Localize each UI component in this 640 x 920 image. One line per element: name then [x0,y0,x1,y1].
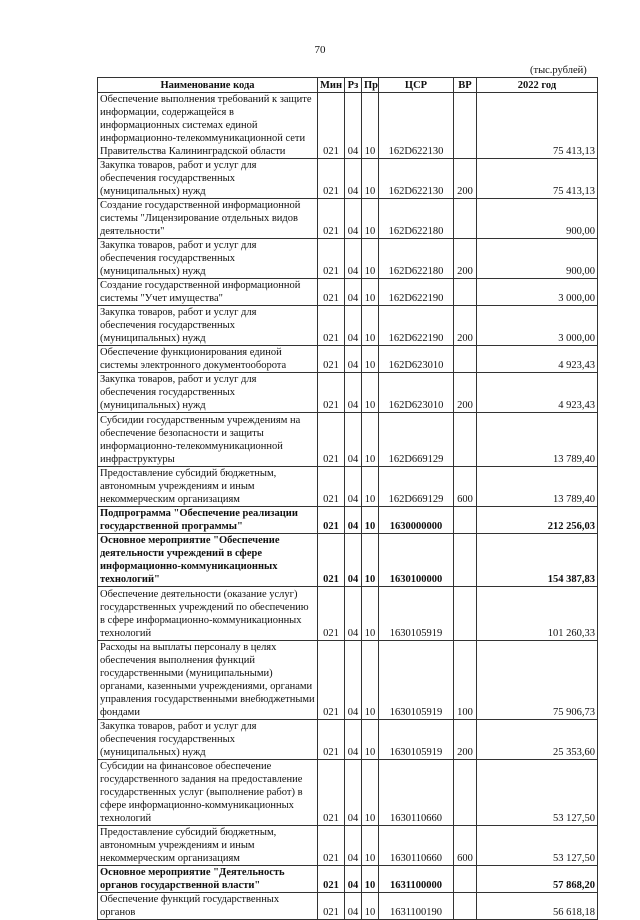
row-rz: 04 [345,239,362,279]
row-pr: 10 [362,534,379,587]
row-amount: 25 353,60 [477,720,598,760]
row-name: Предоставление субсидий бюджетным, автономным учреждениям и иным некоммерческим организациям [98,467,318,507]
row-vr: 200 [454,373,477,413]
row-rz: 04 [345,587,362,641]
table-row [98,159,598,199]
row-csr: 162D669129 [379,413,454,467]
row-vr: 200 [454,239,477,279]
row-vr [454,413,477,467]
header-rz: Рз [345,78,362,93]
row-rz: 04 [345,507,362,534]
row-min: 021 [318,641,345,720]
row-min: 021 [318,413,345,467]
table-row [98,93,598,159]
row-csr: 1630110660 [379,826,454,866]
row-csr: 162D623010 [379,346,454,373]
row-amount: 53 127,50 [477,760,598,826]
table-row [98,413,598,467]
table-header-row [98,78,598,93]
row-name: Закупка товаров, работ и услуг для обеспечения государственных (муниципальных) нужд [98,720,318,760]
row-pr: 10 [362,159,379,199]
row-csr: 162D622190 [379,306,454,346]
row-csr: 162D623010 [379,373,454,413]
header-csr: ЦСР [379,78,454,93]
table-row [98,373,598,413]
budget-table [97,77,598,920]
row-pr: 10 [362,346,379,373]
row-vr [454,279,477,306]
row-pr: 10 [362,93,379,159]
table-row [98,467,598,507]
units-label: (тыс.рублей) [530,65,587,76]
row-csr: 1631100190 [379,893,454,920]
header-min: Мин [318,78,345,93]
header-pr: Пр [362,78,379,93]
row-amount: 13 789,40 [477,413,598,467]
row-name: Обеспечение деятельности (оказание услуг) государственных учреждений по обеспечению в сфере информационно-коммуникационных технологий [98,587,318,641]
row-vr [454,199,477,239]
row-pr: 10 [362,866,379,893]
header-year: 2022 год [477,78,598,93]
row-name: Создание государственной информационной системы "Лицензирование отдельных видов деятельности" [98,199,318,239]
row-vr [454,346,477,373]
row-rz: 04 [345,893,362,920]
row-name: Обеспечение выполнения требований к защите информации, содержащейся в информационных системах единой информационно-телекоммуникационной сети Правительства Калининградской области [98,93,318,159]
table-row [98,720,598,760]
row-rz: 04 [345,159,362,199]
table-row [98,239,598,279]
row-name: Подпрограмма "Обеспечение реализации государственной программы" [98,507,318,534]
row-csr: 1630105919 [379,641,454,720]
row-rz: 04 [345,413,362,467]
table-row [98,306,598,346]
row-amount: 57 868,20 [477,866,598,893]
row-vr [454,760,477,826]
row-vr [454,507,477,534]
page-number: 70 [314,44,326,56]
table-row [98,346,598,373]
row-min: 021 [318,720,345,760]
row-amount: 75 413,13 [477,93,598,159]
row-amount: 900,00 [477,199,598,239]
row-csr: 162D622180 [379,199,454,239]
row-pr: 10 [362,239,379,279]
table-row [98,641,598,720]
row-vr [454,587,477,641]
row-pr: 10 [362,507,379,534]
row-rz: 04 [345,866,362,893]
row-min: 021 [318,587,345,641]
row-rz: 04 [345,346,362,373]
row-min: 021 [318,279,345,306]
row-amount: 900,00 [477,239,598,279]
row-pr: 10 [362,306,379,346]
header-vr: ВР [454,78,477,93]
header-name: Наименование кода [98,78,318,93]
row-csr: 1630000000 [379,507,454,534]
row-amount: 154 387,83 [477,534,598,587]
row-rz: 04 [345,826,362,866]
table-row [98,534,598,587]
row-csr: 1630110660 [379,760,454,826]
row-csr: 162D669129 [379,467,454,507]
row-min: 021 [318,467,345,507]
row-pr: 10 [362,413,379,467]
row-pr: 10 [362,373,379,413]
row-amount: 56 618,18 [477,893,598,920]
row-name: Расходы на выплаты персоналу в целях обеспечения выполнения функций государственными (муниципальными) органами, казенными учреждениями, органами управления государственными внебюджетными фондами [98,641,318,720]
row-min: 021 [318,826,345,866]
row-vr: 200 [454,159,477,199]
row-rz: 04 [345,534,362,587]
row-csr: 162D622130 [379,159,454,199]
row-amount: 101 260,33 [477,587,598,641]
table-row [98,199,598,239]
row-vr: 200 [454,720,477,760]
row-vr [454,866,477,893]
row-csr: 1630105919 [379,720,454,760]
row-min: 021 [318,239,345,279]
row-min: 021 [318,373,345,413]
row-vr: 200 [454,306,477,346]
row-rz: 04 [345,199,362,239]
table-row [98,826,598,866]
table-row [98,866,598,893]
row-name: Создание государственной информационной системы "Учет имущества" [98,279,318,306]
table-row [98,587,598,641]
row-pr: 10 [362,760,379,826]
row-min: 021 [318,760,345,826]
row-rz: 04 [345,279,362,306]
row-name: Закупка товаров, работ и услуг для обеспечения государственных (муниципальных) нужд [98,239,318,279]
row-pr: 10 [362,893,379,920]
row-name: Закупка товаров, работ и услуг для обеспечения государственных (муниципальных) нужд [98,306,318,346]
row-vr: 600 [454,467,477,507]
row-pr: 10 [362,720,379,760]
row-name: Предоставление субсидий бюджетным, автономным учреждениям и иным некоммерческим организациям [98,826,318,866]
row-amount: 212 256,03 [477,507,598,534]
row-min: 021 [318,93,345,159]
row-vr [454,93,477,159]
row-min: 021 [318,346,345,373]
row-rz: 04 [345,720,362,760]
row-amount: 75 906,73 [477,641,598,720]
row-name: Основное мероприятие "Деятельность органов государственной власти" [98,866,318,893]
row-pr: 10 [362,641,379,720]
row-pr: 10 [362,279,379,306]
row-csr: 1630105919 [379,587,454,641]
row-name: Субсидии государственным учреждениям на обеспечение безопасности и защиты информационно-телекоммуникационной инфраструктуры [98,413,318,467]
row-csr: 1630100000 [379,534,454,587]
row-pr: 10 [362,826,379,866]
row-csr: 162D622130 [379,93,454,159]
row-rz: 04 [345,373,362,413]
row-rz: 04 [345,641,362,720]
row-name: Субсидии на финансовое обеспечение государственного задания на предоставление государственных услуг (выполнение работ) в сфере информационно-коммуникационных технологий [98,760,318,826]
row-name: Обеспечение функций государственных органов [98,893,318,920]
row-name: Закупка товаров, работ и услуг для обеспечения государственных (муниципальных) нужд [98,159,318,199]
row-pr: 10 [362,467,379,507]
row-name: Закупка товаров, работ и услуг для обеспечения государственных (муниципальных) нужд [98,373,318,413]
row-min: 021 [318,159,345,199]
row-csr: 162D622190 [379,279,454,306]
row-min: 021 [318,199,345,239]
row-min: 021 [318,306,345,346]
row-amount: 4 923,43 [477,373,598,413]
row-vr: 600 [454,826,477,866]
row-vr [454,893,477,920]
row-amount: 13 789,40 [477,467,598,507]
row-csr: 162D622180 [379,239,454,279]
row-amount: 75 413,13 [477,159,598,199]
row-pr: 10 [362,587,379,641]
table-row [98,893,598,920]
row-csr: 1631100000 [379,866,454,893]
row-rz: 04 [345,306,362,346]
row-rz: 04 [345,93,362,159]
row-rz: 04 [345,760,362,826]
row-min: 021 [318,507,345,534]
row-amount: 3 000,00 [477,306,598,346]
row-min: 021 [318,534,345,587]
row-name: Основное мероприятие "Обеспечение деятельности учреждений в сфере информационно-коммуникационных технологий" [98,534,318,587]
row-amount: 3 000,00 [477,279,598,306]
row-min: 021 [318,893,345,920]
row-vr [454,534,477,587]
table-row [98,279,598,306]
row-name: Обеспечение функционирования единой системы электронного документооборота [98,346,318,373]
row-amount: 53 127,50 [477,826,598,866]
row-vr: 100 [454,641,477,720]
row-amount: 4 923,43 [477,346,598,373]
row-min: 021 [318,866,345,893]
row-pr: 10 [362,199,379,239]
table-row [98,507,598,534]
table-row [98,760,598,826]
row-rz: 04 [345,467,362,507]
